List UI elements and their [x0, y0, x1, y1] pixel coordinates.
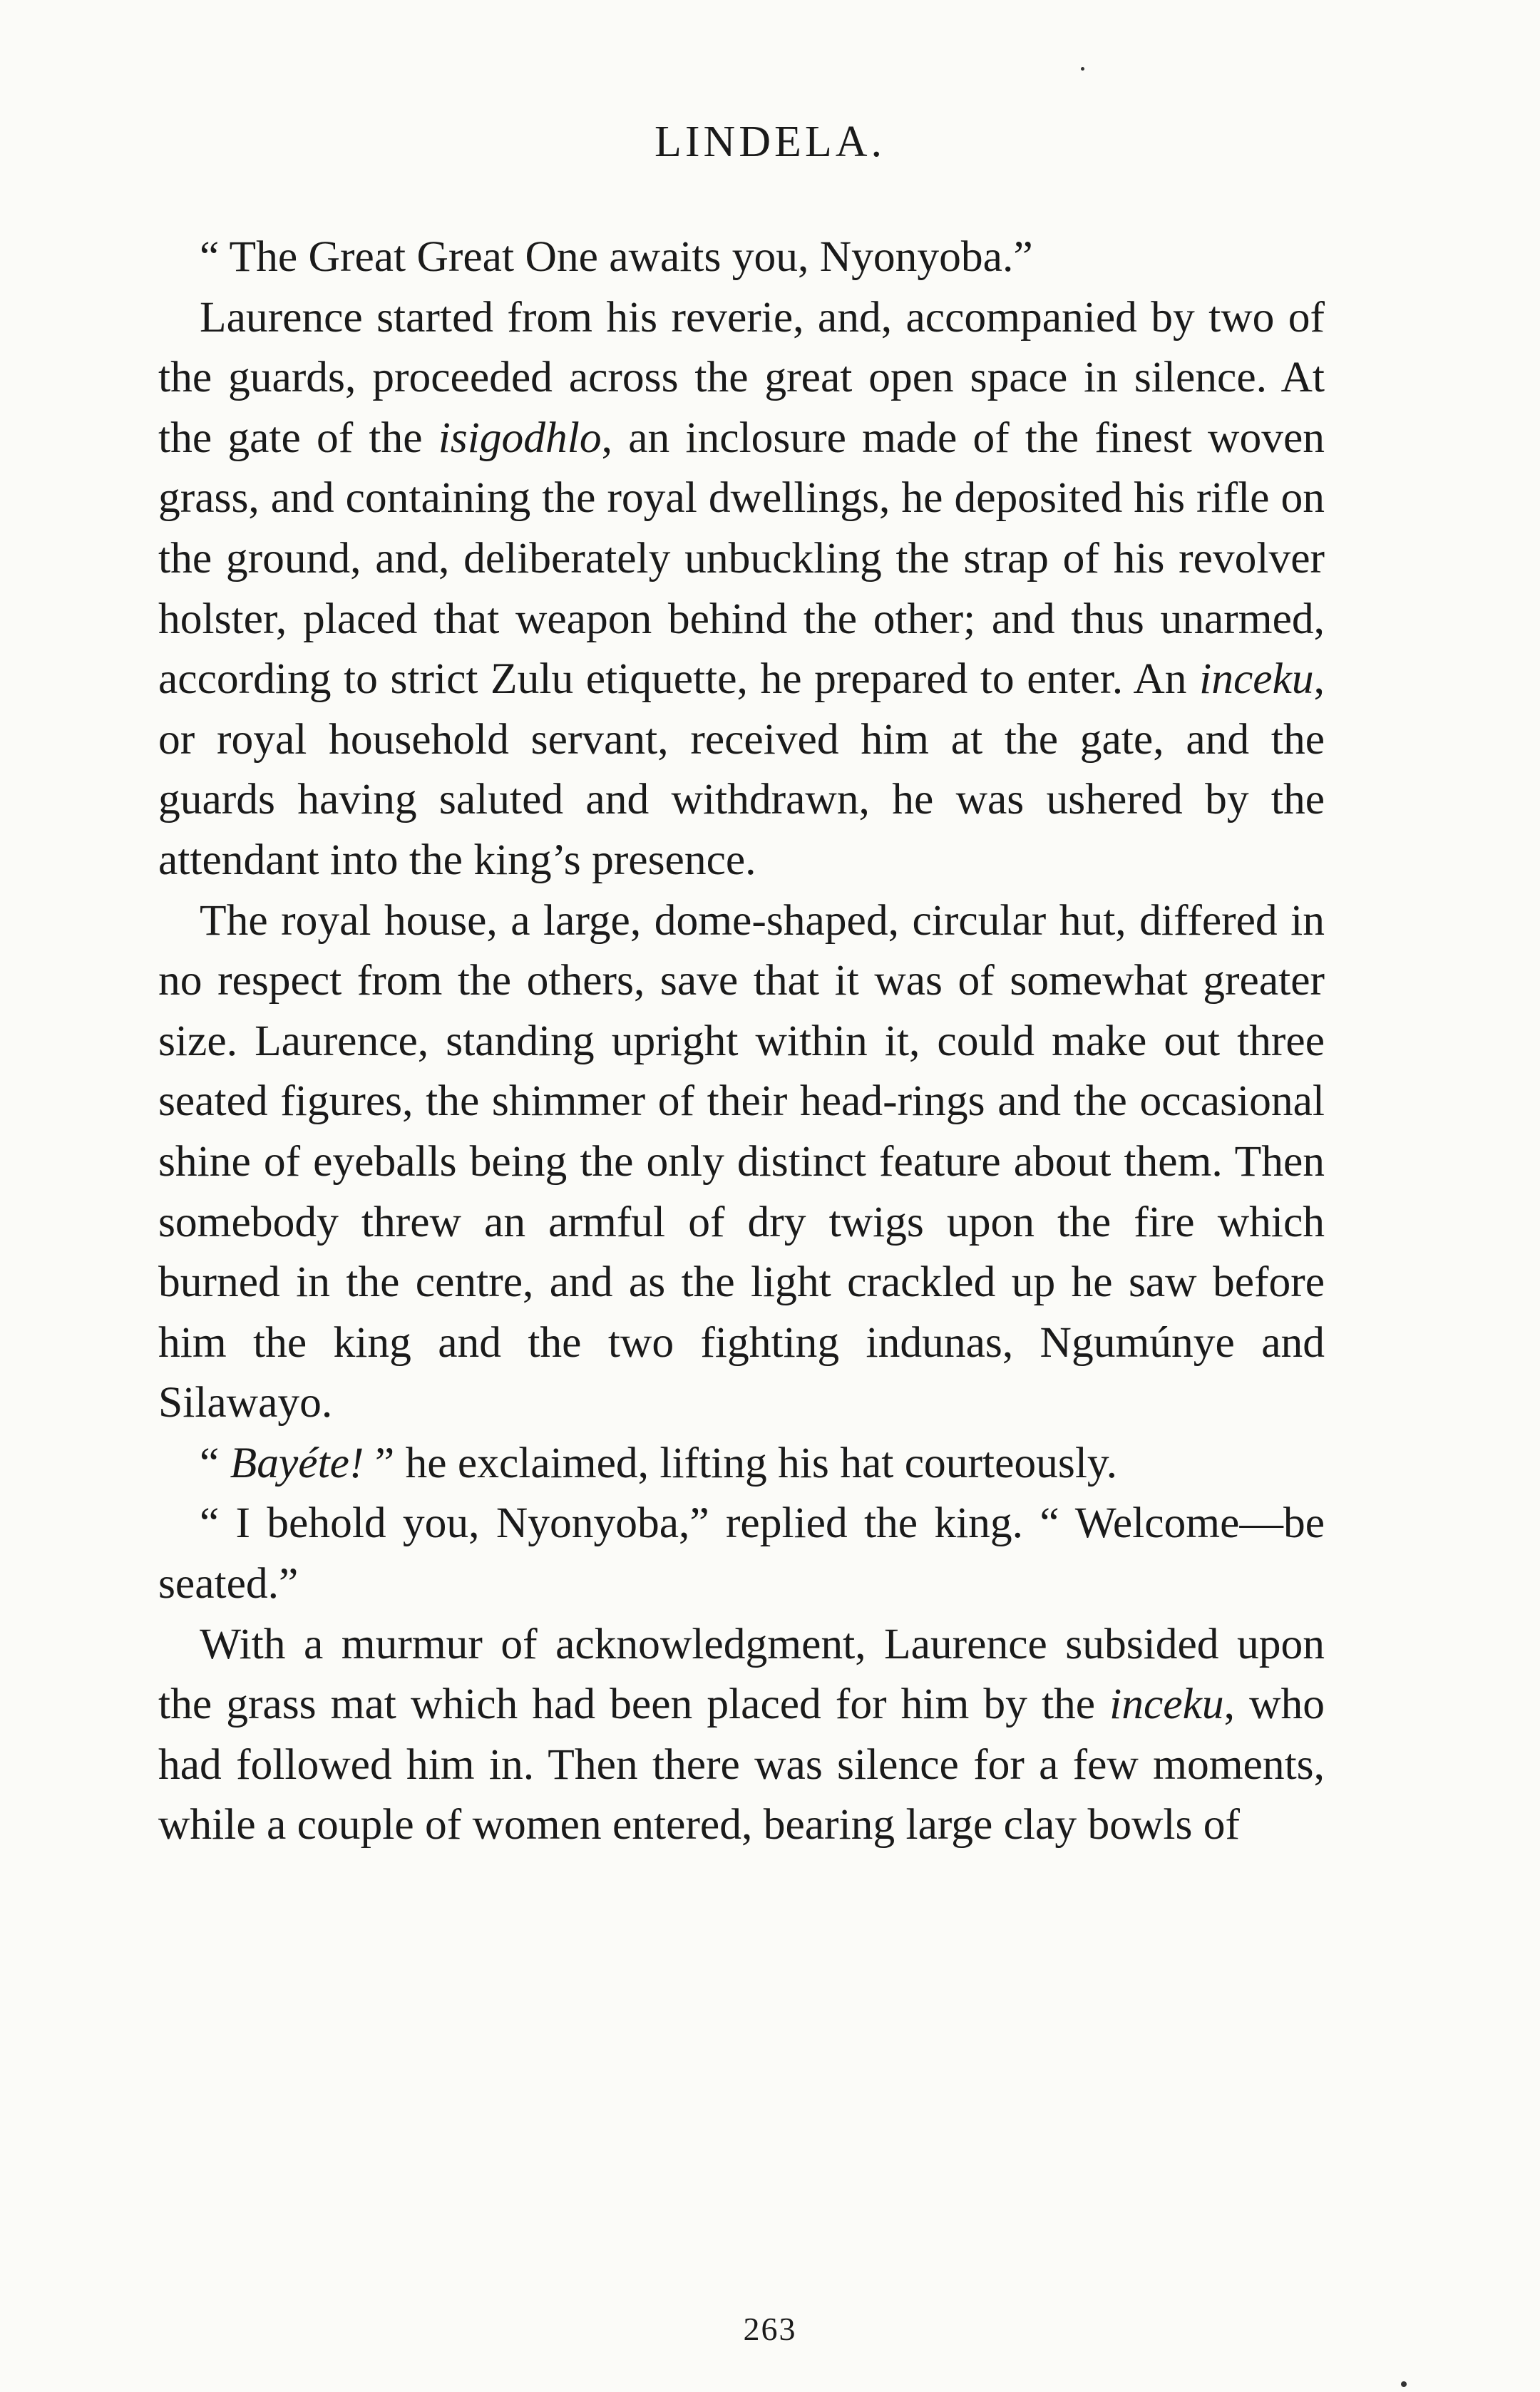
italic-term: Bayéte! [230, 1438, 364, 1487]
ink-speck [1401, 2381, 1407, 2387]
italic-term: inceku [1109, 1680, 1224, 1729]
running-head: LINDELA. [654, 118, 886, 166]
paragraph-4: “ Bayéte! ” he exclaimed, lifting his hat courteously. [200, 1438, 1118, 1487]
body-text [158, 227, 1325, 1855]
page-number: 263 [743, 2311, 797, 2347]
italic-term: inceku [1199, 655, 1314, 704]
ink-speck [1081, 67, 1084, 71]
paragraph-1: “ The Great Great One awaits you, Nyonyoba.” [200, 232, 1033, 281]
italic-term: isigodhlo [438, 413, 602, 462]
paragraph-5: “ I behold you, Nyonyoba,” replied the king. “ Welcome—be seated.” [158, 1499, 1325, 1608]
paragraph-6: With a murmur of acknowledgment, Laurence subsided upon the grass mat which had been placed for him by the inceku, who had followed him in. Then there was silence for a few moments, while a couple of women entered, bearing large clay bowls of [158, 1619, 1325, 1849]
paragraph-3: The royal house, a large, dome-shaped, circular hut, differed in no respect from the others, save that it was of somewhat greater size. Laurence, standing upright within it, could make out three seated figures, the shimmer of their head-rings and the occasional shine of eyeballs being the only distinct feature about them. Then somebody threw an armful of dry twigs upon the fire which burned in the centre, and as the light crackled up he saw before him the king and the two fighting indunas, Ngumúnye and Silawayo. [158, 895, 1325, 1427]
paragraph-2: Laurence started from his reverie, and, accompanied by two of the guards, proceeded across the great open space in silence. At the gate of the isigodhlo, an inclosure made of the finest woven grass, and containing the royal dwellings, he deposited his rifle on the ground, and, deliberately unbuckling the strap of his revolver holster, placed that weapon behind the other; and thus unarmed, according to strict Zulu etiquette, he prepared to enter. An inceku, or royal household servant, received him at the gate, and the guards having saluted and withdrawn, he was ushered by the attendant into the king’s presence. [158, 292, 1325, 884]
